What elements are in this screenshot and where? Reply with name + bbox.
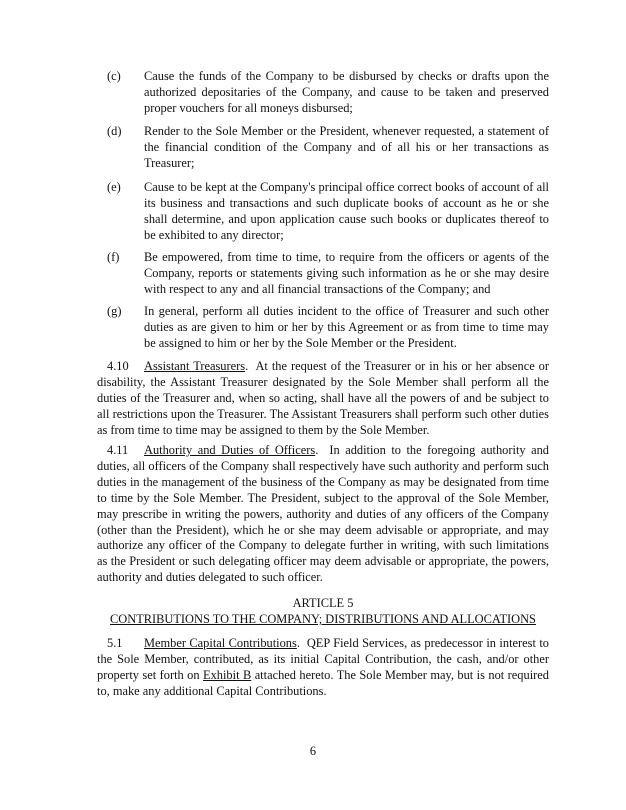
list-item-f (97, 250, 549, 298)
section-number: 4.11 (107, 443, 129, 457)
list-item-label: (g) (107, 304, 122, 318)
list-item-text: Be empowered, from time to time, to require from the officers or agents of the Company, reports or statements giving such information as he or she may desire with respect to any and all financial transactions of the Company; and (144, 250, 549, 296)
section-text-continued: attached hereto. The Sole Member may, but is not required to, make any additional Capital Contributions. (97, 667, 549, 698)
section-4-10: 4.10 Assistant Treasurers. At the request of the Treasurer or in his or her absence or disability, the Assistant Treasurer designated by the Sole Member shall perform all the duties of the Treasurer and, when so acting, shall have all the powers of and be subject to all restrictions upon the Treasurer. The Assistant Treasurers shall perform such other duties as from time to time may be assigned to them by the Sole Member. (97, 359, 550, 437)
list-item-label: (d) (107, 124, 122, 138)
section-heading: Authority and Duties of Officers (144, 443, 316, 457)
list-item-text: Cause the funds of the Company to be disbursed by checks or drafts upon the authorized depositaries of the Company, and cause to be taken and preserved proper vouchers for all moneys disbursed; (144, 69, 549, 115)
section-number: 4.10 (107, 359, 129, 373)
list-item-text: In general, perform all duties incident to the office of Treasurer and such other duties as are given to him or her by this Agreement or as from time to time may be assigned to him or her by the Sole Member or the President. (144, 304, 549, 350)
section-text: At the request of the Treasurer or in his or her absence or disability, the Assistant Treasurer designated by the Sole Member shall perform all the duties of the Treasurer and, when so acting, shall have all the powers of and be subject to all restrictions upon the Treasurer. The Assistant Treasurers shall perform such other duties as from time to time may be assigned to them by the Sole Member. (97, 359, 550, 437)
section-text: QEP Field Services, as predecessor in interest to the Sole Member, contributed, as its initial Capital Contribution, the cash, and/or other property set forth on (97, 636, 549, 682)
list-item-g (97, 304, 549, 352)
article-number: ARTICLE 5 (292, 596, 354, 610)
page-number: 6 (309, 744, 317, 758)
section-4-11: 4.11 Authority and Duties of Officers. In addition to the foregoing authority and duties, all officers of the Company shall respectively have such authority and perform such duties in the management of the business of the Company as may be designated from time to time by the Sole Member. The President, subject to the approval of the Sole Member, may prescribe in writing the powers, authority and duties of any officers of the Company (other than the President), which he or she may deem advisable or appropriate, and may authorize any officer of the Company to delegate further in writing, with such limitations as the President or such delegating officer may deem advisable or appropriate, the powers, authority and duties delegated to such officer. (97, 443, 549, 585)
section-5-1: 5.1 Member Capital Contributions. QEP Field Services, as predecessor in interest to the Sole Member, contributed, as its initial Capital Contribution, the cash, and/or other property set forth on Exhibit B attached hereto. The Sole Member may, but is not required to, make any additional Capital Contributions. (97, 636, 549, 698)
exhibit-reference: Exhibit B (203, 667, 252, 682)
article-title: CONTRIBUTIONS TO THE COMPANY; DISTRIBUTIONS AND ALLOCATIONS (110, 612, 536, 626)
section-text: In addition to the foregoing authority and duties, all officers of the Company shall respectively have such authority and perform such duties in the management of the business of the Company as may be designated from time to time by the Sole Member. The President, subject to the approval of the Sole Member, may prescribe in writing the powers, authority and duties of any officers of the Company (other than the President), which he or she may deem advisable or appropriate, and may authorize any officer of the Company to delegate further in writing, with such limitations as the President or such delegating officer may deem advisable or appropriate, the powers, authority and duties delegated to such officer. (97, 443, 549, 585)
list-item-d (97, 124, 549, 172)
list-item-text: Cause to be kept at the Company's principal office correct books of account of all its business and transactions and such duplicate books of account as he or she shall determine, and upon application cause such books or duplicates thereof to be exhibited to any director; (144, 180, 549, 242)
list-item-c (97, 69, 549, 117)
section-heading: Member Capital Contributions (144, 636, 297, 650)
list-item-label: (c) (107, 69, 121, 83)
section-heading: Assistant Treasurers (144, 359, 246, 373)
list-item-e (97, 180, 549, 244)
list-item-text: Render to the Sole Member or the President, whenever requested, a statement of the financial condition of the Company and of all his or her transactions as Treasurer; (144, 124, 549, 170)
list-item-label: (e) (107, 180, 121, 194)
list-item-label: (f) (107, 250, 120, 264)
section-number: 5.1 (107, 636, 123, 650)
